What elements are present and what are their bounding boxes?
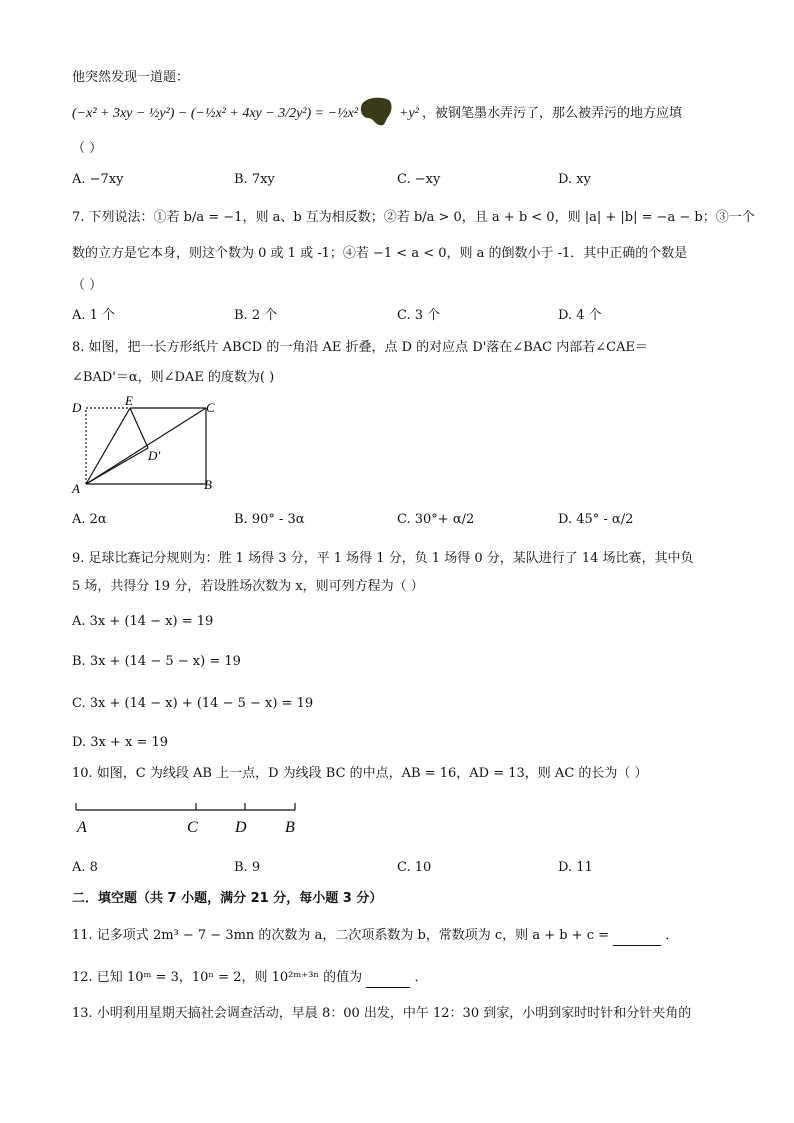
q9-option-d[interactable]: D. 3x + x = 19 (72, 735, 169, 750)
ink-blot-icon (359, 96, 393, 135)
q6-expression-line (72, 104, 724, 124)
q6-text: ，被钢笔墨水弄污了，那么被弄污的地方应填 (422, 106, 683, 121)
q8-label-e: E (125, 396, 133, 408)
q10-option-a[interactable]: A. 8 (72, 860, 98, 875)
q10-label-c: C (187, 819, 198, 836)
q12-text: 12. 已知 10ᵐ = 3，10ⁿ = 2，则 10²ᵐ⁺³ⁿ 的值为 (72, 970, 363, 985)
section-heading: 二．填空题（共 7 小题，满分 21 分，每小题 3 分） (72, 891, 383, 906)
intro-text: 他突然发现一道题： (72, 70, 190, 85)
q6-option-a[interactable]: A. −7xy (72, 172, 124, 187)
q7-line2: 数的立方是它本身，则这个数为 0 或 1 或 -1；④若 −1 < a < 0，则 a 的倒数小于 -1．其中正确的个数是 (72, 246, 688, 261)
q7-option-c[interactable]: C. 3 个 (397, 308, 441, 323)
q8-option-a[interactable]: A. 2α (72, 512, 107, 527)
q10-label-a: A (77, 819, 87, 836)
q6-option-b[interactable]: B. 7xy (234, 172, 275, 187)
q7-line1: 7. 下列说法：①若 b/a = −1，则 a、b 互为相反数；②若 b/a > 0，且 a + b < 0，则 |a| + |b| = −a − b；③一个 (72, 210, 755, 225)
q8-rectangle-figure (68, 396, 228, 496)
q13-line: 13. 小明利用星期天搞社会调查活动，早晨 8：00 出发，中午 12：30 到家，小明到家时时针和分针夹角的 (72, 1006, 692, 1021)
q11-answer-blank[interactable] (613, 931, 661, 946)
q8-label-c: C (206, 400, 215, 415)
q6-expression-tail: +y² (399, 106, 419, 121)
q8-label-d: D (72, 400, 82, 415)
q8-option-b[interactable]: B. 90° - 3α (234, 512, 305, 527)
q9-option-a[interactable]: A. 3x + (14 − x) = 19 (72, 614, 214, 629)
q9-option-b[interactable]: B. 3x + (14 − 5 − x) = 19 (72, 654, 241, 669)
q6-paren: （ ） (72, 141, 103, 156)
q8-label-b: B (204, 477, 212, 492)
q10-option-b[interactable]: B. 9 (234, 860, 261, 875)
q8-option-c[interactable]: C. 30°+ α/2 (397, 512, 475, 527)
q10-label-b: B (285, 819, 295, 836)
q11-period: ． (665, 928, 679, 943)
q7-paren: （ ） (72, 278, 103, 293)
q7-option-a[interactable]: A. 1 个 (72, 308, 116, 323)
q7-option-d[interactable]: D. 4 个 (558, 308, 602, 323)
q7-option-b[interactable]: B. 2 个 (234, 308, 278, 323)
q8-line1: 8. 如图，把一长方形纸片 ABCD 的一角沿 AE 折叠，点 D 的对应点 D'落在∠BAC 内部若∠CAE＝ (72, 340, 648, 355)
q8-label-dprime: D' (148, 448, 161, 463)
q9-line1: 9. 足球比赛记分规则为：胜 1 场得 3 分，平 1 场得 1 分，负 1 场得 0 分，某队进行了 14 场比赛，其中负 (72, 551, 694, 566)
q8-line2: ∠BAD'＝α，则∠DAE 的度数为( ) (72, 370, 275, 385)
q8-option-d[interactable]: D. 45° - α/2 (558, 512, 634, 527)
q12-line (72, 968, 724, 988)
q10-line1: 10. 如图，C 为线段 AB 上一点，D 为线段 BC 的中点，AB = 16，AD = 13，则 AC 的长为（ ） (72, 766, 648, 781)
q10-label-d: D (235, 819, 247, 836)
q6-expression: (−x² + 3xy − ½y²) − (−½x² + 4xy − 3/2y²) = −½x² (72, 106, 358, 121)
q11-text: 11. 记多项式 2m³ − 7 − 3mn 的次数为 a，二次项系数为 b，常数项为 c，则 a + b + c = (72, 928, 610, 943)
q6-option-d[interactable]: D. xy (558, 172, 591, 187)
q12-period: ． (414, 970, 428, 985)
q9-line2: 5 场，共得分 19 分，若设胜场次数为 x，则可列方程为（ ） (72, 579, 424, 594)
q10-option-d[interactable]: D. 11 (558, 860, 593, 875)
q9-option-c[interactable]: C. 3x + (14 − x) + (14 − 5 − x) = 19 (72, 696, 314, 711)
q12-answer-blank[interactable] (366, 973, 410, 988)
q11-line (72, 926, 724, 946)
q6-option-c[interactable]: C. −xy (397, 172, 441, 187)
q10-segment-figure (68, 796, 308, 838)
q8-label-a: A (72, 481, 80, 496)
q10-option-c[interactable]: C. 10 (397, 860, 432, 875)
